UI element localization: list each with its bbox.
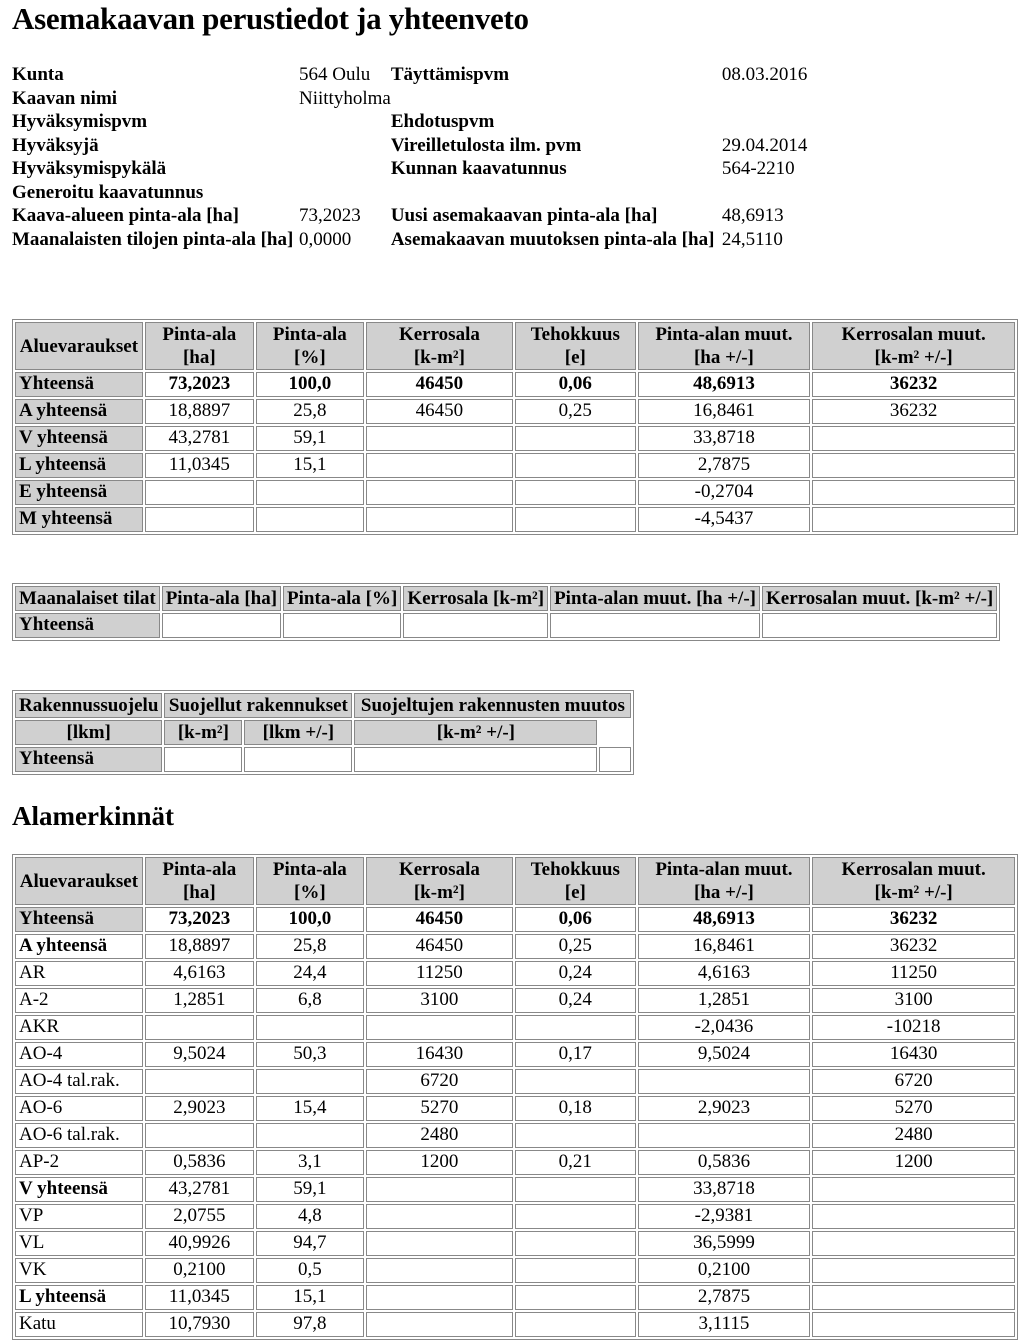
table-cell: 50,3 [256, 1042, 364, 1067]
table-row [15, 480, 1015, 505]
table-cell [515, 480, 636, 505]
info-value: 48,6913 [721, 205, 784, 227]
table-header: Aluevaraukset [15, 322, 143, 370]
info-row [12, 229, 922, 253]
table-cell [515, 1231, 636, 1256]
table-header: Tehokkuus [e] [515, 857, 636, 905]
table-cell: 16430 [812, 1042, 1015, 1067]
row-label: VK [15, 1258, 143, 1283]
table-row [15, 453, 1015, 478]
table-cell: 46450 [366, 372, 513, 397]
table-cell [403, 613, 548, 638]
table-row [15, 613, 997, 638]
table-cell: 46450 [366, 399, 513, 424]
table-cell: 4,6163 [638, 961, 811, 986]
table-header: Kerrosalan muut. [k-m² +/-] [762, 586, 997, 611]
table-cell: 100,0 [256, 907, 364, 932]
table-cell [366, 1312, 513, 1337]
table-cell: 94,7 [256, 1231, 364, 1256]
table-cell: 0,24 [515, 961, 636, 986]
info-label: Asemakaavan muutoksen pinta-ala [ha] [390, 228, 715, 250]
table-cell: 16,8461 [638, 399, 811, 424]
table-cell [515, 1069, 636, 1094]
info-label: Hyväksymispvm [12, 111, 148, 133]
table-cell: 33,8718 [638, 1177, 811, 1202]
table-cell: 3100 [812, 988, 1015, 1013]
table-cell: 0,18 [515, 1096, 636, 1121]
table-header: Pinta-ala [ha] [145, 857, 254, 905]
table-header: Suojeltujen rakennusten muutos [354, 693, 631, 718]
row-label: Yhteensä [15, 613, 160, 638]
info-value: 0,0000 [299, 228, 352, 250]
table-header: [k-m²] [164, 720, 242, 745]
row-label: AP-2 [15, 1150, 143, 1175]
row-label: VL [15, 1231, 143, 1256]
table-cell: 15,1 [256, 453, 364, 478]
table-row [15, 426, 1015, 451]
row-label: M yhteensä [15, 507, 143, 532]
table-cell [812, 1231, 1015, 1256]
alamerkinnat-table [12, 854, 1018, 1340]
table-cell [762, 613, 997, 638]
table-cell [812, 480, 1015, 505]
table-cell [164, 747, 242, 772]
table-cell: 25,8 [256, 399, 364, 424]
info-label: Kunta [12, 64, 64, 86]
table-cell [812, 1258, 1015, 1283]
table-cell [812, 1204, 1015, 1229]
table-cell: 40,9926 [145, 1231, 254, 1256]
table-row [15, 907, 1015, 932]
row-label: AO-4 [15, 1042, 143, 1067]
info-value [299, 111, 391, 135]
table-cell [366, 480, 513, 505]
table-cell [366, 1177, 513, 1202]
info-row [12, 205, 922, 229]
table-header: [lkm +/-] [244, 720, 352, 745]
table-cell: 3,1 [256, 1150, 364, 1175]
table-cell [515, 507, 636, 532]
table-cell: 59,1 [256, 1177, 364, 1202]
table-cell [256, 1015, 364, 1040]
info-label: Kaavan nimi [12, 87, 118, 109]
info-row [12, 111, 922, 135]
row-label: AO-6 tal.rak. [15, 1123, 143, 1148]
table-cell: 10,7930 [145, 1312, 254, 1337]
table-cell: 97,8 [256, 1312, 364, 1337]
info-label: Generoitu kaavatunnus [12, 181, 204, 203]
table-row [15, 1231, 1015, 1256]
row-label: AO-4 tal.rak. [15, 1069, 143, 1094]
table-cell: 18,8897 [145, 399, 254, 424]
table-cell: 0,5836 [145, 1150, 254, 1175]
info-row [12, 135, 922, 159]
table-header: Kerrosala [k-m²] [403, 586, 548, 611]
table-cell [812, 1177, 1015, 1202]
table-cell: 3,1115 [638, 1312, 811, 1337]
info-value: 564 Oulu [299, 64, 371, 86]
info-label: Uusi asemakaavan pinta-ala [ha] [390, 205, 658, 227]
row-label: L yhteensä [15, 1285, 143, 1310]
row-label: E yhteensä [15, 480, 143, 505]
table-cell: 36232 [812, 399, 1015, 424]
table-cell [812, 426, 1015, 451]
table-cell: 1,2851 [145, 988, 254, 1013]
rakennussuojelu-table [12, 690, 634, 775]
table-cell: 0,5 [256, 1258, 364, 1283]
info-label: Maanalaisten tilojen pinta-ala [ha] [12, 228, 294, 250]
table-cell [599, 747, 631, 772]
table-cell: -4,5437 [638, 507, 811, 532]
info-row [12, 64, 922, 88]
info-value [722, 182, 922, 206]
table-cell: 2,9023 [638, 1096, 811, 1121]
table-cell [145, 1069, 254, 1094]
table-cell: 6720 [812, 1069, 1015, 1094]
table-cell [638, 1069, 811, 1094]
table-cell: 1,2851 [638, 988, 811, 1013]
table-row [15, 1258, 1015, 1283]
table-cell: 16430 [366, 1042, 513, 1067]
table-cell: 9,5024 [145, 1042, 254, 1067]
row-label: A yhteensä [15, 399, 143, 424]
table-row [15, 1177, 1015, 1202]
table-header: Pinta-alan muut. [ha +/-] [638, 322, 811, 370]
table-cell: 0,2100 [145, 1258, 254, 1283]
table-cell: 2,7875 [638, 453, 811, 478]
row-label: A yhteensä [15, 934, 143, 959]
table-header: Maanalaiset tilat [15, 586, 160, 611]
row-label: A-2 [15, 988, 143, 1013]
table-cell [515, 1285, 636, 1310]
table-row [15, 1069, 1015, 1094]
table-header: Pinta-alan muut. [ha +/-] [550, 586, 760, 611]
table-cell [366, 1231, 513, 1256]
table-row [15, 1204, 1015, 1229]
info-row [12, 158, 922, 182]
table-cell [515, 1258, 636, 1283]
table-cell: 73,2023 [145, 907, 254, 932]
table-row [15, 1285, 1015, 1310]
table-cell [283, 613, 401, 638]
table-cell: 11250 [366, 961, 513, 986]
table-row [15, 934, 1015, 959]
table-row [15, 399, 1015, 424]
info-value: 08.03.2016 [721, 64, 808, 86]
table-cell [812, 1285, 1015, 1310]
table-cell [812, 507, 1015, 532]
info-label [391, 88, 722, 112]
table-cell [366, 1285, 513, 1310]
table-cell [515, 1312, 636, 1337]
table-cell [244, 747, 352, 772]
table-cell: 0,06 [515, 907, 636, 932]
table-cell: 43,2781 [145, 426, 254, 451]
table-cell: 0,5836 [638, 1150, 811, 1175]
table-row [15, 507, 1015, 532]
row-label: Katu [15, 1312, 143, 1337]
info-value: 29.04.2014 [721, 134, 808, 156]
table-spacer [599, 720, 631, 745]
table-cell: -2,9381 [638, 1204, 811, 1229]
table-row [15, 372, 1015, 397]
table-cell: 11250 [812, 961, 1015, 986]
table-cell [550, 613, 760, 638]
table-cell: 11,0345 [145, 1285, 254, 1310]
row-label: Yhteensä [15, 747, 162, 772]
table-row [15, 1312, 1015, 1337]
table-cell: -10218 [812, 1015, 1015, 1040]
info-label: Kunnan kaavatunnus [390, 158, 567, 180]
table-cell [256, 480, 364, 505]
table-cell [366, 453, 513, 478]
table-cell [366, 507, 513, 532]
info-value [722, 111, 922, 135]
table-row [15, 1123, 1015, 1148]
table-header: Kerrosala [k-m²] [366, 857, 513, 905]
table-cell: 100,0 [256, 372, 364, 397]
table-cell: 5270 [366, 1096, 513, 1121]
table-row [15, 747, 631, 772]
basic-info-table [12, 64, 922, 252]
table-row [15, 961, 1015, 986]
table-header: Pinta-ala [ha] [162, 586, 281, 611]
info-label: Kaava-alueen pinta-ala [ha] [12, 205, 239, 227]
table-cell: 3100 [366, 988, 513, 1013]
table-cell: 4,8 [256, 1204, 364, 1229]
aluevaraukset-table [12, 319, 1018, 535]
table-header: Pinta-alan muut. [ha +/-] [638, 857, 811, 905]
info-value: 73,2023 [299, 205, 361, 227]
table-cell [366, 1204, 513, 1229]
table-cell: 4,6163 [145, 961, 254, 986]
table-cell [366, 1258, 513, 1283]
table-cell [515, 1204, 636, 1229]
table-cell: 9,5024 [638, 1042, 811, 1067]
table-header: [k-m² +/-] [354, 720, 597, 745]
table-header: Tehokkuus [e] [515, 322, 636, 370]
table-header: Pinta-ala [%] [256, 322, 364, 370]
table-cell: 48,6913 [638, 907, 811, 932]
table-row [15, 1015, 1015, 1040]
info-value [299, 182, 391, 206]
table-header: Aluevaraukset [15, 857, 143, 905]
table-cell [366, 426, 513, 451]
table-cell: 1200 [366, 1150, 513, 1175]
table-row [15, 988, 1015, 1013]
info-label: Hyväksymispykälä [12, 158, 167, 180]
table-cell: 24,4 [256, 961, 364, 986]
table-header: Suojellut rakennukset [164, 693, 352, 718]
table-cell [515, 426, 636, 451]
row-label: VP [15, 1204, 143, 1229]
info-label: Hyväksyjä [12, 134, 99, 156]
table-cell: 0,25 [515, 934, 636, 959]
table-cell [256, 507, 364, 532]
row-label: L yhteensä [15, 453, 143, 478]
table-cell: 46450 [366, 934, 513, 959]
row-label: V yhteensä [15, 1177, 143, 1202]
table-cell [354, 747, 597, 772]
table-cell: 36,5999 [638, 1231, 811, 1256]
table-cell: 2,0755 [145, 1204, 254, 1229]
table-cell: 59,1 [256, 426, 364, 451]
table-cell: 43,2781 [145, 1177, 254, 1202]
table-cell: 2480 [366, 1123, 513, 1148]
table-header: [lkm] [15, 720, 162, 745]
table-header: Pinta-ala [%] [256, 857, 364, 905]
row-label: V yhteensä [15, 426, 143, 451]
info-value [722, 88, 922, 112]
table-cell: 2,9023 [145, 1096, 254, 1121]
table-cell: 0,25 [515, 399, 636, 424]
info-label: Vireilletulosta ilm. pvm [390, 134, 582, 156]
table-cell: 0,2100 [638, 1258, 811, 1283]
info-value: 24,5110 [721, 228, 783, 250]
table-cell: 36232 [812, 934, 1015, 959]
table-cell: 36232 [812, 372, 1015, 397]
table-cell: 2,7875 [638, 1285, 811, 1310]
table-cell: 48,6913 [638, 372, 811, 397]
row-label: AO-6 [15, 1096, 143, 1121]
info-label: Ehdotuspvm [390, 111, 495, 133]
table-cell [145, 1015, 254, 1040]
info-value: 564-2210 [721, 158, 795, 180]
table-cell: 0,17 [515, 1042, 636, 1067]
table-cell [515, 453, 636, 478]
table-cell: 33,8718 [638, 426, 811, 451]
info-label [391, 182, 722, 206]
table-cell [812, 1312, 1015, 1337]
table-cell: 0,06 [515, 372, 636, 397]
table-cell: 1200 [812, 1150, 1015, 1175]
table-cell [256, 1069, 364, 1094]
page-title: Asemakaavan perustiedot ja yhteenveto [12, 1, 529, 36]
maanalaiset-tilat-table [12, 583, 1000, 641]
table-cell [145, 1123, 254, 1148]
table-cell: 0,21 [515, 1150, 636, 1175]
info-value [299, 158, 391, 182]
table-cell [515, 1015, 636, 1040]
section-title-alamerkinnat: Alamerkinnät [12, 801, 174, 831]
info-value: Niittyholma [299, 87, 391, 109]
table-cell: 73,2023 [145, 372, 254, 397]
table-cell: 46450 [366, 907, 513, 932]
table-cell: -0,2704 [638, 480, 811, 505]
table-cell [812, 453, 1015, 478]
table-cell: 25,8 [256, 934, 364, 959]
table-row [15, 1150, 1015, 1175]
table-cell: 36232 [812, 907, 1015, 932]
table-cell: 18,8897 [145, 934, 254, 959]
table-cell: 15,1 [256, 1285, 364, 1310]
info-row [12, 88, 922, 112]
table-cell: 5270 [812, 1096, 1015, 1121]
table-header: Kerrosala [k-m²] [366, 322, 513, 370]
table-cell [515, 1177, 636, 1202]
table-row [15, 1096, 1015, 1121]
row-label: AR [15, 961, 143, 986]
table-header: Kerrosalan muut. [k-m² +/-] [812, 857, 1015, 905]
table-cell [162, 613, 281, 638]
table-cell: 15,4 [256, 1096, 364, 1121]
table-cell [366, 1015, 513, 1040]
table-cell [256, 1123, 364, 1148]
table-row [15, 1042, 1015, 1067]
row-label: Yhteensä [15, 907, 143, 932]
table-header: Pinta-ala [%] [283, 586, 401, 611]
table-cell: 6720 [366, 1069, 513, 1094]
table-cell: 6,8 [256, 988, 364, 1013]
table-cell [145, 507, 254, 532]
table-cell: -2,0436 [638, 1015, 811, 1040]
info-label: Täyttämispvm [390, 64, 510, 86]
info-row [12, 182, 922, 206]
table-cell: 16,8461 [638, 934, 811, 959]
table-cell [638, 1123, 811, 1148]
table-cell: 0,24 [515, 988, 636, 1013]
table-header: Kerrosalan muut. [k-m² +/-] [812, 322, 1015, 370]
table-header: Pinta-ala [ha] [145, 322, 254, 370]
table-cell: 2480 [812, 1123, 1015, 1148]
table-cell [515, 1123, 636, 1148]
info-value [299, 135, 391, 159]
row-label: AKR [15, 1015, 143, 1040]
table-cell: 11,0345 [145, 453, 254, 478]
table-cell [145, 480, 254, 505]
row-label: Yhteensä [15, 372, 143, 397]
table-header: Rakennussuojelu [15, 693, 162, 718]
